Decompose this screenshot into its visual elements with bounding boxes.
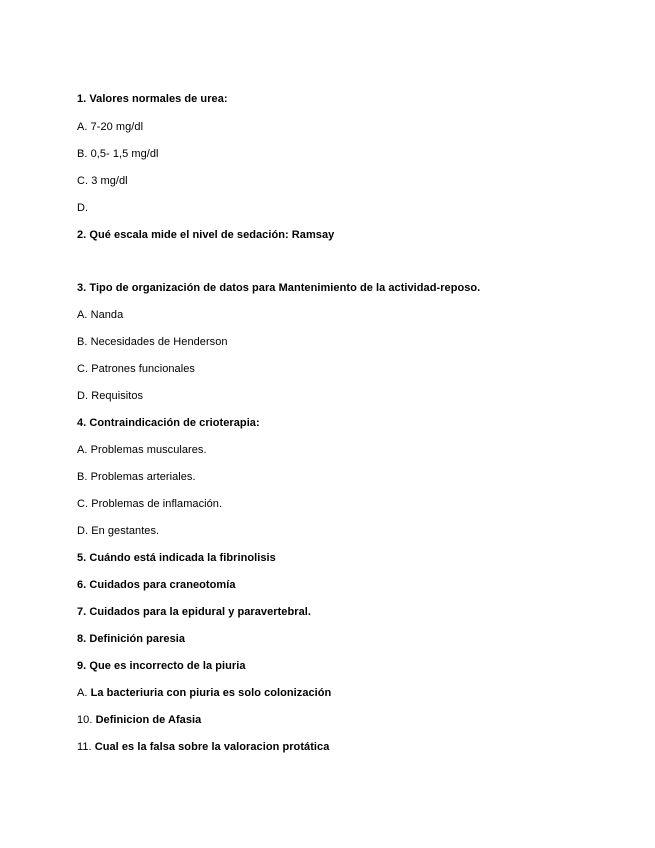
question-9: 9. Que es incorrecto de la piuria [77, 660, 246, 672]
question-8: 8. Definición paresia [77, 633, 186, 645]
question-11 [77, 741, 329, 754]
q4-option-b: B. Problemas arteriales. [77, 471, 196, 483]
q4-option-a: A. Problemas musculares. [77, 444, 207, 456]
q1-option-d: D. [77, 202, 89, 214]
q9-option-a [77, 687, 331, 700]
q4-option-c: C. Problemas de inflamación. [77, 498, 223, 510]
question-11-text: Cual es la falsa sobre la valoracion protática [94, 741, 330, 753]
question-11-number: 11. [77, 741, 92, 753]
question-4: 4. Contraindicación de crioterapia: [77, 417, 260, 429]
q3-option-a: A. Nanda [77, 309, 124, 321]
q3-option-b: B. Necesidades de Henderson [77, 336, 228, 348]
question-3: 3. Tipo de organización de datos para Mantenimiento de la actividad-reposo. [77, 282, 481, 294]
question-7: 7. Cuidados para la epidural y paravertebral. [77, 606, 311, 618]
q9-option-a-text: La bacteriuria con piuria es solo colonización [90, 687, 332, 699]
q3-option-d: D. Requisitos [77, 390, 144, 402]
q3-option-c: C. Patrones funcionales [77, 363, 195, 375]
q4-option-d: D. En gestantes. [77, 525, 160, 537]
q9-option-a-prefix: A. [77, 687, 88, 699]
question-2: 2. Qué escala mide el nivel de sedación: Ramsay [77, 229, 335, 241]
question-5: 5. Cuándo está indicada la fibrinolisis [77, 552, 276, 564]
question-1: 1. Valores normales de urea: [77, 93, 228, 105]
q1-option-c: C. 3 mg/dl [77, 175, 128, 187]
question-6: 6. Cuidados para craneotomía [77, 579, 236, 591]
q1-option-b: B. 0,5- 1,5 mg/dl [77, 148, 159, 160]
question-10 [77, 714, 201, 727]
question-10-text: Definicion de Afasia [95, 714, 202, 726]
q1-option-a: A. 7-20 mg/dl [77, 121, 144, 133]
question-10-number: 10. [77, 714, 93, 726]
